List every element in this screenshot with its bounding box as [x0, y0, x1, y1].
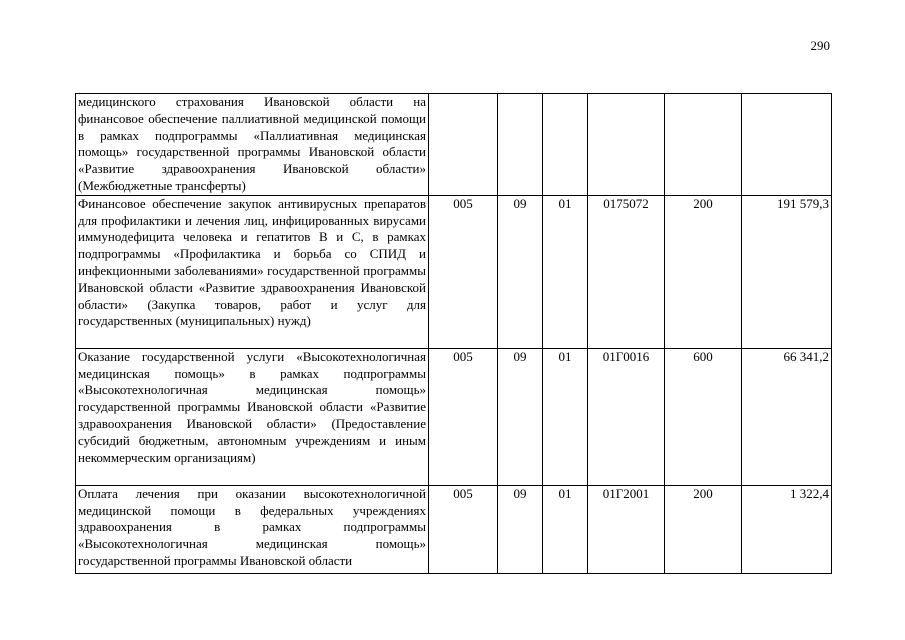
target-article-code	[588, 94, 665, 196]
table-row	[76, 348, 832, 485]
subsection-code: 01	[543, 348, 588, 485]
budget-table	[75, 93, 832, 574]
amount: 191 579,3	[742, 195, 832, 348]
page-number: 290	[810, 38, 830, 53]
ministry-code: 005	[429, 348, 498, 485]
subsection-code: 01	[543, 195, 588, 348]
ministry-code: 005	[429, 485, 498, 573]
expense-type-code: 200	[665, 485, 742, 573]
subsection-code	[543, 94, 588, 196]
amount: 1 322,4	[742, 485, 832, 573]
row-description: медицинского страхования Ивановской области на финансовое обеспечение паллиативной медицинской помощи в рамках подпрограммы «Паллиативная медицинская помощь» государственной программы Ивановской области «Развитие здравоохранения Ивановской области» (Межбюджетные трансферты)	[76, 94, 429, 196]
section-code	[498, 94, 543, 196]
table-row	[76, 485, 832, 573]
section-code: 09	[498, 485, 543, 573]
section-code: 09	[498, 195, 543, 348]
expense-type-code: 600	[665, 348, 742, 485]
target-article-code: 0175072	[588, 195, 665, 348]
ministry-code	[429, 94, 498, 196]
table-row	[76, 94, 832, 196]
table-row	[76, 195, 832, 348]
row-description: Оказание государственной услуги «Высокотехнологичная медицинская помощь» в рамках подпрограммы «Высокотехнологичная медицинская помощь» государственной программы Ивановской области «Развитие здравоохранения Ивановской области» (Предоставление субсидий бюджетным, автономным учреждениям и иным некоммерческим организациям)	[76, 348, 429, 485]
expense-type-code: 200	[665, 195, 742, 348]
target-article-code: 01Г2001	[588, 485, 665, 573]
amount	[742, 94, 832, 196]
row-description: Финансовое обеспечение закупок антивирусных препаратов для профилактики и лечения лиц, инфицированных вирусами иммунодефицита человека и гепатитов В и С, в рамках подпрограммы «Профилактика и борьба со СПИД и инфекционными заболеваниями» государственной программы Ивановской области «Развитие здравоохранения Ивановской области» (Закупка товаров, работ и услуг для государственных (муниципальных) нужд)	[76, 195, 429, 348]
subsection-code: 01	[543, 485, 588, 573]
row-description: Оплата лечения при оказании высокотехнологичной медицинской помощи в федеральных учреждениях здравоохранения в рамках подпрограммы «Высокотехнологичная медицинская помощь» государственной программы Ивановской области	[76, 485, 429, 573]
section-code: 09	[498, 348, 543, 485]
expense-type-code	[665, 94, 742, 196]
amount: 66 341,2	[742, 348, 832, 485]
target-article-code: 01Г0016	[588, 348, 665, 485]
ministry-code: 005	[429, 195, 498, 348]
